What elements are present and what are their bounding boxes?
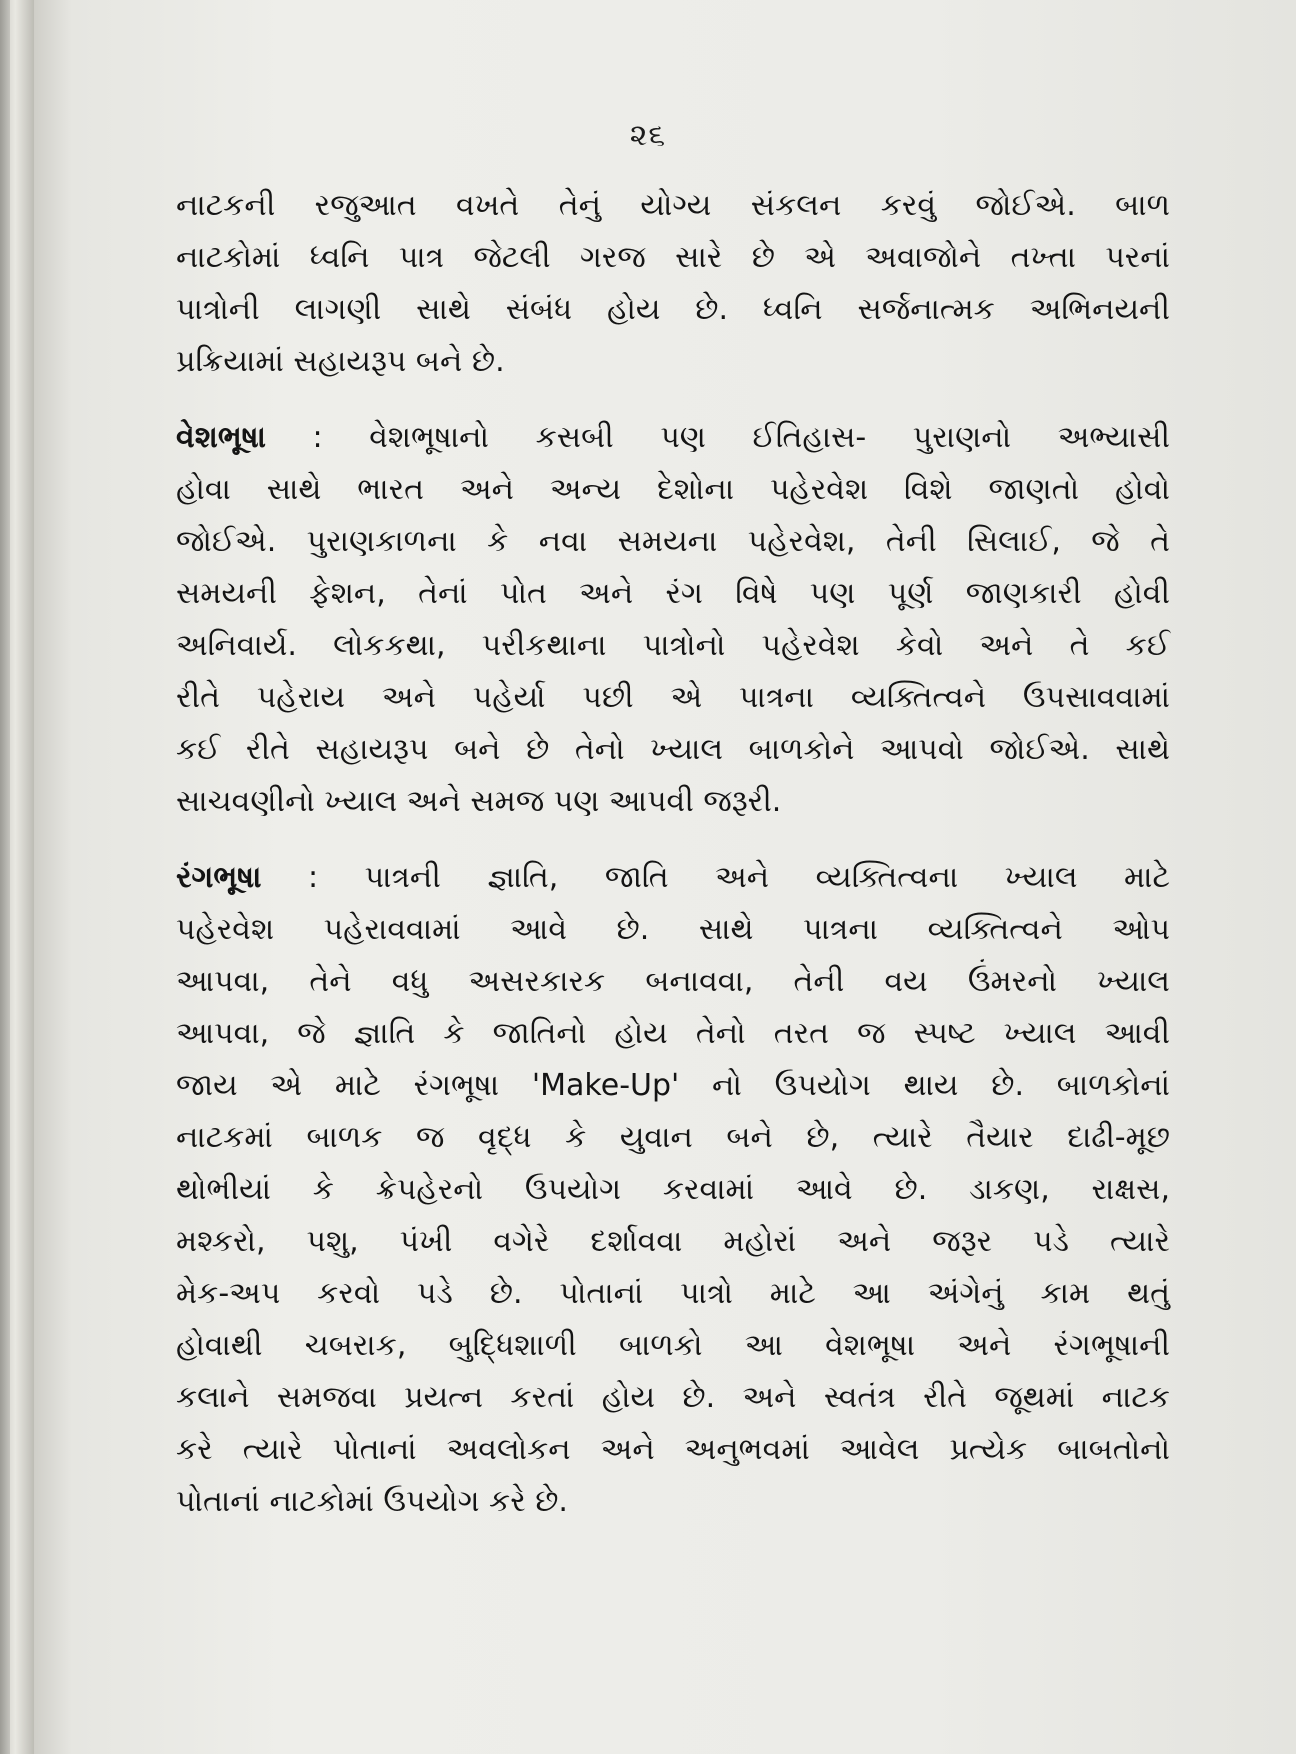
text-line bbox=[176, 852, 1170, 904]
text-line: પોતાનાં નાટકોમાં ઉપયોગ કરે છે. bbox=[176, 1484, 568, 1519]
text-line: પહેરવેશ પહેરાવવામાં આવે છે. સાથે પાત્રના વ્યક્તિત્વને ઓપ bbox=[176, 912, 1170, 947]
text-run: : વેશભૂષાનો કસબી પણ ઈતિહાસ- પુરાણનો અભ્યાસી bbox=[265, 420, 1170, 455]
text-line: કલાને સમજવા પ્રયત્ન કરતાં હોય છે. અને સ્વતંત્ર રીતે જૂથમાં નાટક bbox=[176, 1380, 1170, 1415]
text-line: રીતે પહેરાય અને પહેર્યા પછી એ પાત્રના વ્યક્તિત્વને ઉપસાવવામાં bbox=[176, 680, 1170, 715]
text-line: સમયની ફેશન, તેનાં પોત અને રંગ વિષે પણ પૂર્ણ જાણકારી હોવી bbox=[176, 576, 1170, 611]
page-number: ૨૬ bbox=[629, 118, 667, 153]
text-line: આપવા, જે જ્ઞાતિ કે જાતિનો હોય તેનો તરત જ સ્પષ્ટ ખ્યાલ આવી bbox=[176, 1016, 1170, 1051]
section-term-makeup: રંગભૂષા bbox=[176, 860, 262, 895]
book-spine-shadow bbox=[0, 0, 10, 1754]
text-line: હોવા સાથે ભારત અને અન્ય દેશોના પહેરવેશ વિશે જાણતો હોવો bbox=[176, 472, 1170, 507]
text-line: અનિવાર્ય. લોકકથા, પરીકથાના પાત્રોનો પહેરવેશ કેવો અને તે કઈ bbox=[176, 628, 1170, 663]
text-line: હોવાથી ચબરાક, બુદ્ધિશાળી બાળકો આ વેશભૂષા અને રંગભૂષાની bbox=[176, 1328, 1170, 1363]
paragraph-sound bbox=[176, 180, 1170, 388]
text-line: પાત્રોની લાગણી સાથે સંબંધ હોય છે. ધ્વનિ સર્જનાત્મક અભિનયની bbox=[176, 292, 1170, 327]
text-line: મેક-અપ કરવો પડે છે. પોતાનાં પાત્રો માટે આ અંગેનું કામ થતું bbox=[176, 1276, 1170, 1311]
text-line: જોઈએ. પુરાણકાળના કે નવા સમયના પહેરવેશ, તેની સિલાઈ, જે તે bbox=[176, 524, 1170, 559]
text-line bbox=[176, 412, 1170, 464]
page-body bbox=[176, 180, 1170, 1528]
text-line: નાટકમાં બાળક જ વૃદ્ધ કે યુવાન બને છે, ત્યારે તૈયાર દાઢી-મૂછ bbox=[176, 1120, 1170, 1155]
paragraph-makeup bbox=[176, 852, 1170, 1528]
text-run: : પાત્રની જ્ઞાતિ, જાતિ અને વ્યક્તિત્વના ખ્યાલ માટે bbox=[261, 860, 1170, 895]
text-line: આપવા, તેને વધુ અસરકારક બનાવવા, તેની વય ઉંમરનો ખ્યાલ bbox=[176, 964, 1170, 999]
text-line: નાટકોમાં ધ્વનિ પાત્ર જેટલી ગરજ સારે છે એ અવાજોને તખ્તા પરનાં bbox=[176, 240, 1170, 275]
text-line: કરે ત્યારે પોતાનાં અવલોકન અને અનુભવમાં આવેલ પ્રત્યેક બાબતોનો bbox=[176, 1432, 1170, 1467]
text-line: નાટકની રજુઆત વખતે તેનું યોગ્ય સંકલન કરવું જોઈએ. બાળ bbox=[176, 188, 1170, 223]
text-line: કઈ રીતે સહાયરૂપ બને છે તેનો ખ્યાલ બાળકોને આપવો જોઈએ. સાથે bbox=[176, 732, 1170, 767]
text-line: સાચવણીનો ખ્યાલ અને સમજ પણ આપવી જરૂરી. bbox=[176, 784, 782, 819]
text-line: થોભીયાં કે ક્રેપહેરનો ઉપયોગ કરવામાં આવે છે. ડાકણ, રાક્ષસ, bbox=[176, 1172, 1170, 1207]
paragraph-costume bbox=[176, 412, 1170, 828]
section-term-costume: વેશભૂષા bbox=[176, 420, 266, 455]
text-line: પ્રક્રિયામાં સહાયરૂપ બને છે. bbox=[176, 344, 505, 379]
text-line: જાય એ માટે રંગભૂષા 'Make-Up' નો ઉપયોગ થાય છે. બાળકોનાં bbox=[176, 1068, 1170, 1103]
text-line: મશ્કરો, પશુ, પંખી વગેરે દર્શાવવા મહોરાં અને જરૂર પડે ત્યારે bbox=[176, 1224, 1170, 1259]
